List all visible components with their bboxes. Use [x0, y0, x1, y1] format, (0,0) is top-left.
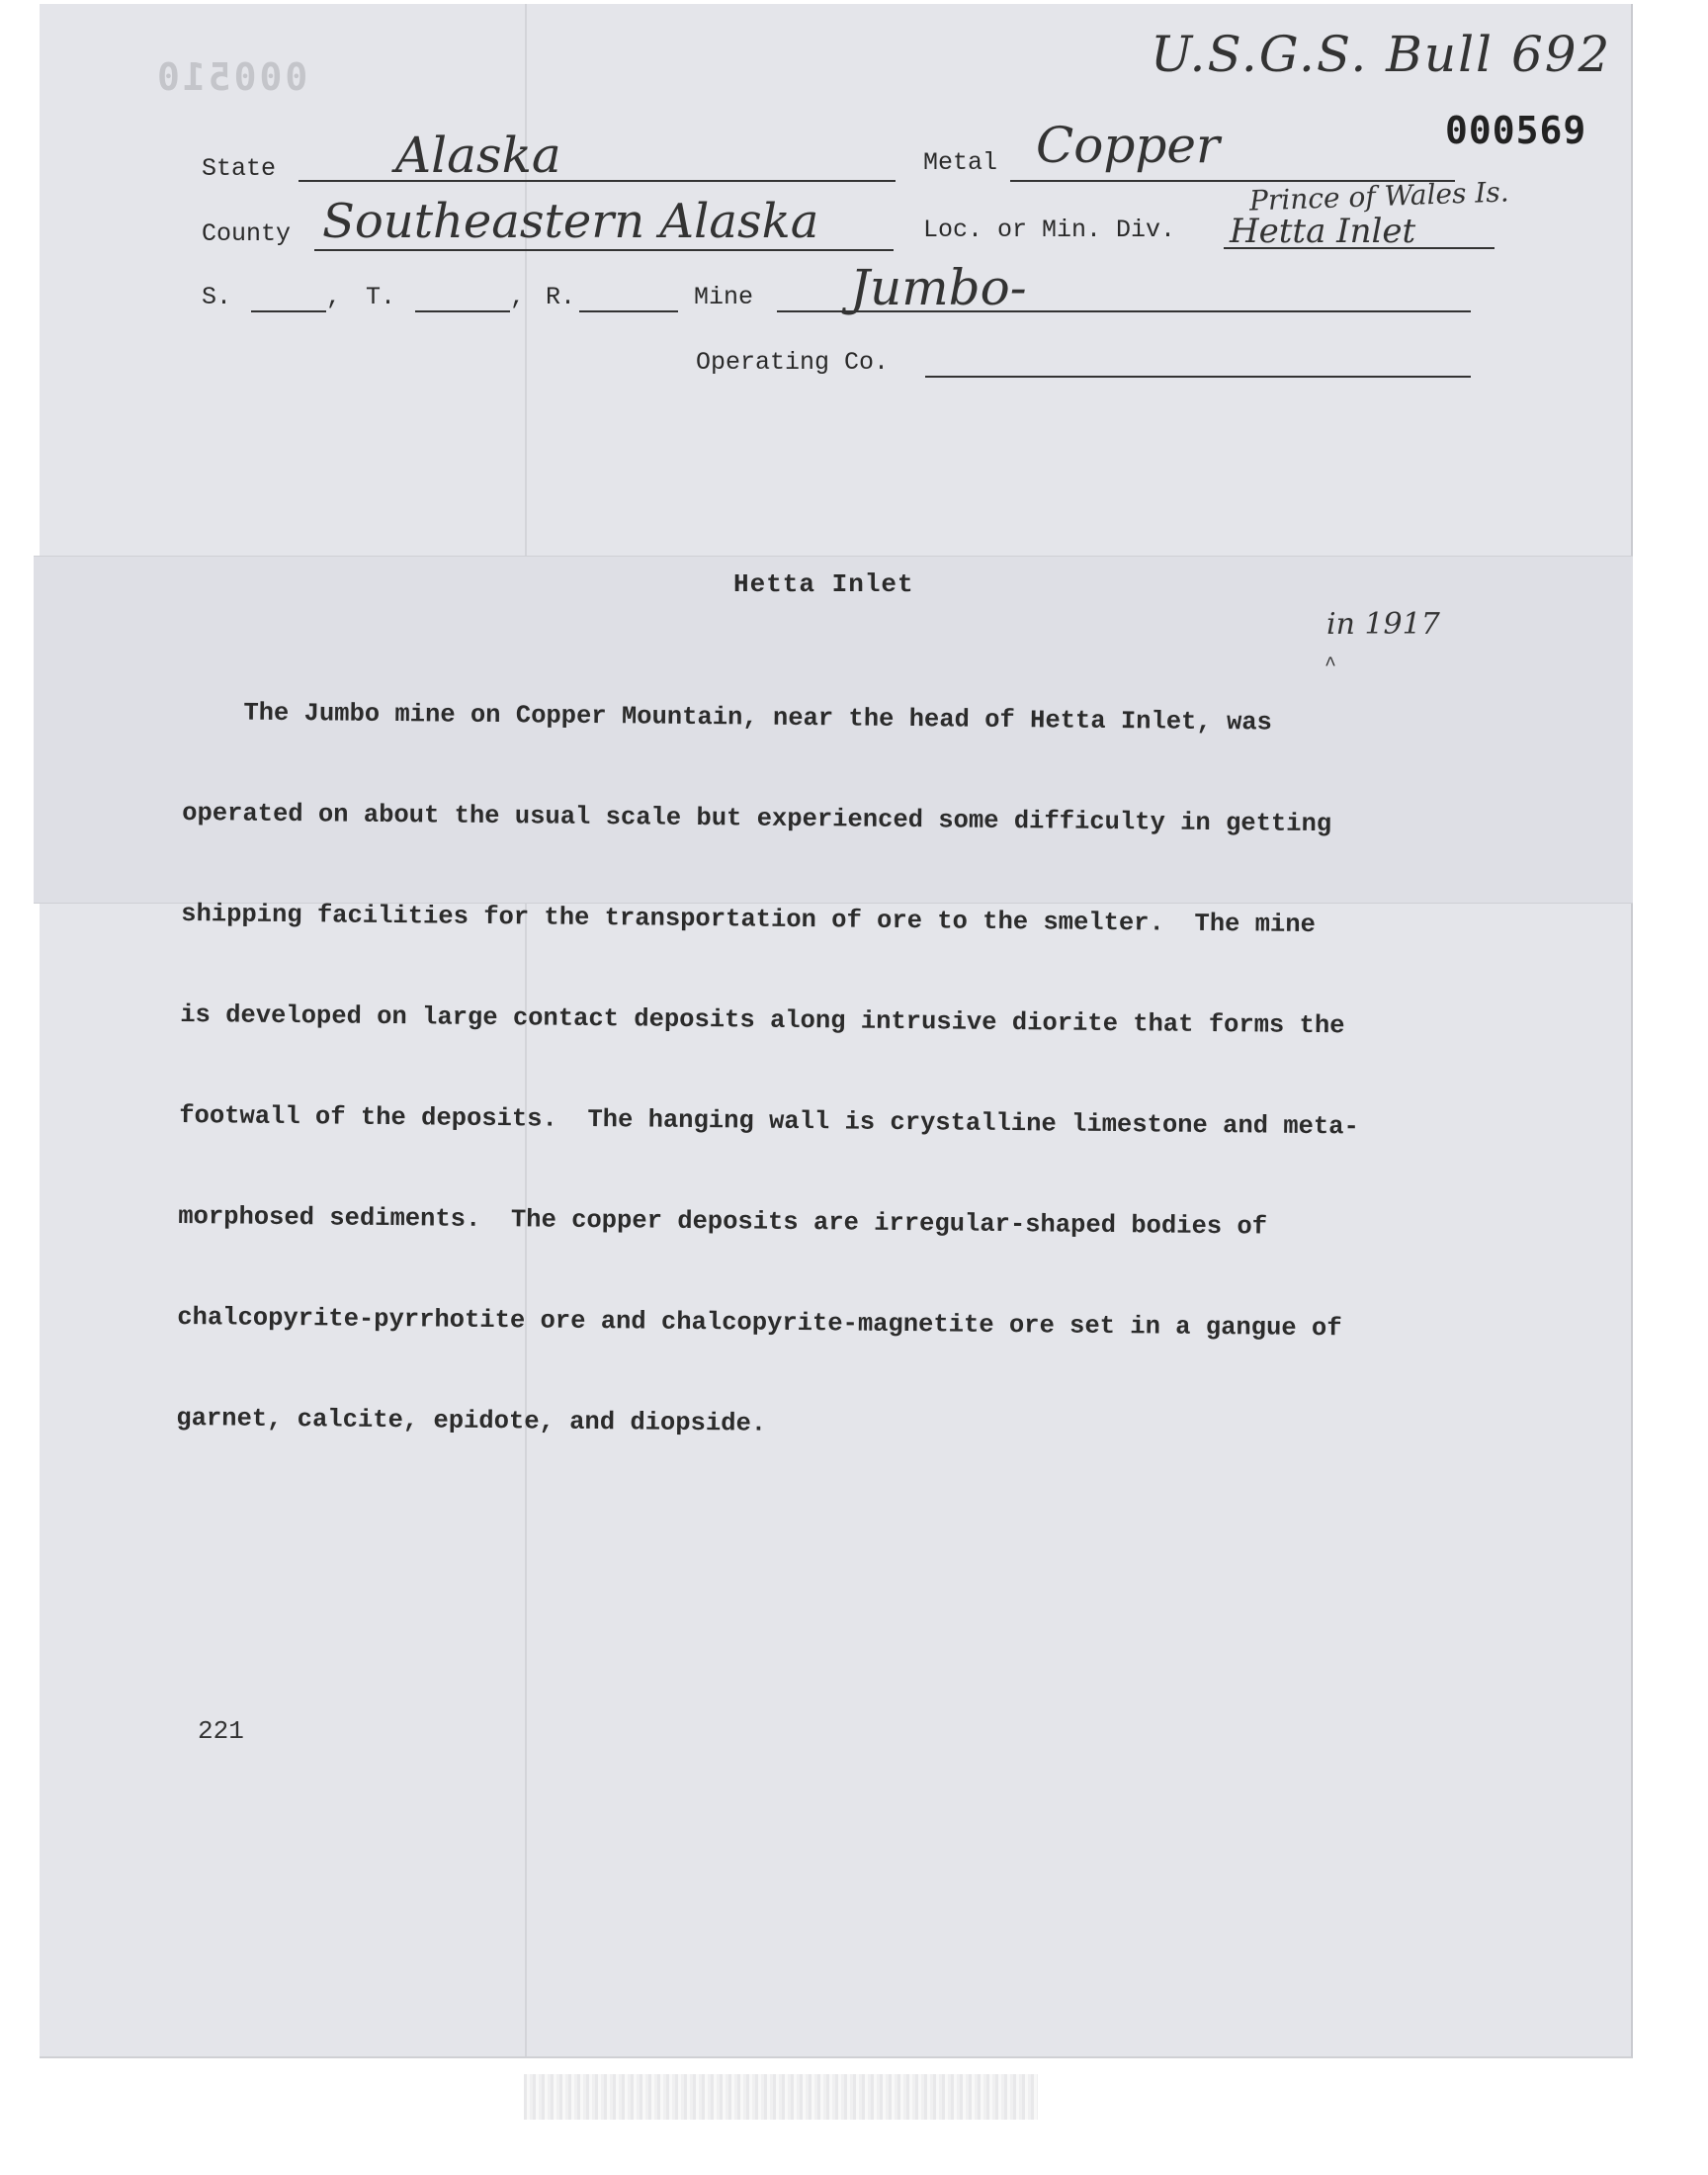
section-underline: [251, 310, 326, 312]
county-label: County: [202, 219, 292, 248]
state-label: State: [202, 154, 277, 183]
township-label: T.: [366, 283, 396, 311]
county-value: Southeastern Alaska: [322, 194, 819, 249]
paragraph-line: operated on about the usual scale but experienced some difficulty in getting: [182, 798, 1332, 839]
source-note: U.S.G.S. Bull 692: [1151, 26, 1612, 83]
range-label: R.: [546, 283, 576, 311]
state-value: Alaska: [395, 127, 561, 184]
page-number: 221: [198, 1716, 244, 1746]
clipping-title: Hetta Inlet: [733, 569, 914, 599]
loc-label: Loc. or Min. Div.: [923, 216, 1176, 244]
township-underline: [415, 310, 510, 312]
township-separator: ,: [510, 283, 526, 311]
mine-label: Mine: [694, 283, 754, 311]
operating-co-label: Operating Co.: [696, 348, 890, 377]
metal-label: Metal: [923, 148, 998, 177]
paragraph-line: chalcopyrite-pyrrhotite ore and chalcopyrite-magnetite ore set in a gangue of: [177, 1302, 1342, 1344]
state-underline: [299, 180, 896, 182]
section-separator: ,: [326, 283, 342, 311]
handwritten-annotation: in 1917: [1326, 607, 1440, 642]
county-underline: [314, 249, 894, 251]
paragraph-line: shipping facilities for the transportation of ore to the smelter. The mine: [181, 899, 1317, 940]
paragraph-line: The Jumbo mine on Copper Mountain, near the head of Hetta Inlet, was: [183, 697, 1273, 738]
insertion-caret: ^: [1324, 654, 1337, 677]
operating-co-underline: [925, 376, 1471, 378]
section-label: S.: [202, 283, 232, 311]
loc-value-line1: Prince of Wales Is.: [1248, 175, 1510, 218]
loc-value-line2: Hetta Inlet: [1230, 212, 1416, 251]
paragraph-line: garnet, calcite, epidote, and diopside.: [176, 1403, 767, 1438]
paragraph-line: is developed on large contact deposits along intrusive diorite that forms the: [180, 1000, 1345, 1041]
scan-artifact: [524, 2074, 1038, 2120]
clipping-paragraph: [176, 629, 1469, 1481]
ghost-file-number: 000510: [154, 55, 308, 99]
metal-value: Copper: [1036, 117, 1220, 174]
range-underline: [579, 310, 678, 312]
paragraph-line: morphosed sediments. The copper deposits are irregular-shaped bodies of: [178, 1201, 1268, 1242]
paragraph-line: footwall of the deposits. The hanging wall is crystalline limestone and meta-: [179, 1100, 1359, 1142]
file-number: 000569: [1445, 109, 1587, 152]
mine-value: Jumbo-: [850, 259, 1027, 316]
